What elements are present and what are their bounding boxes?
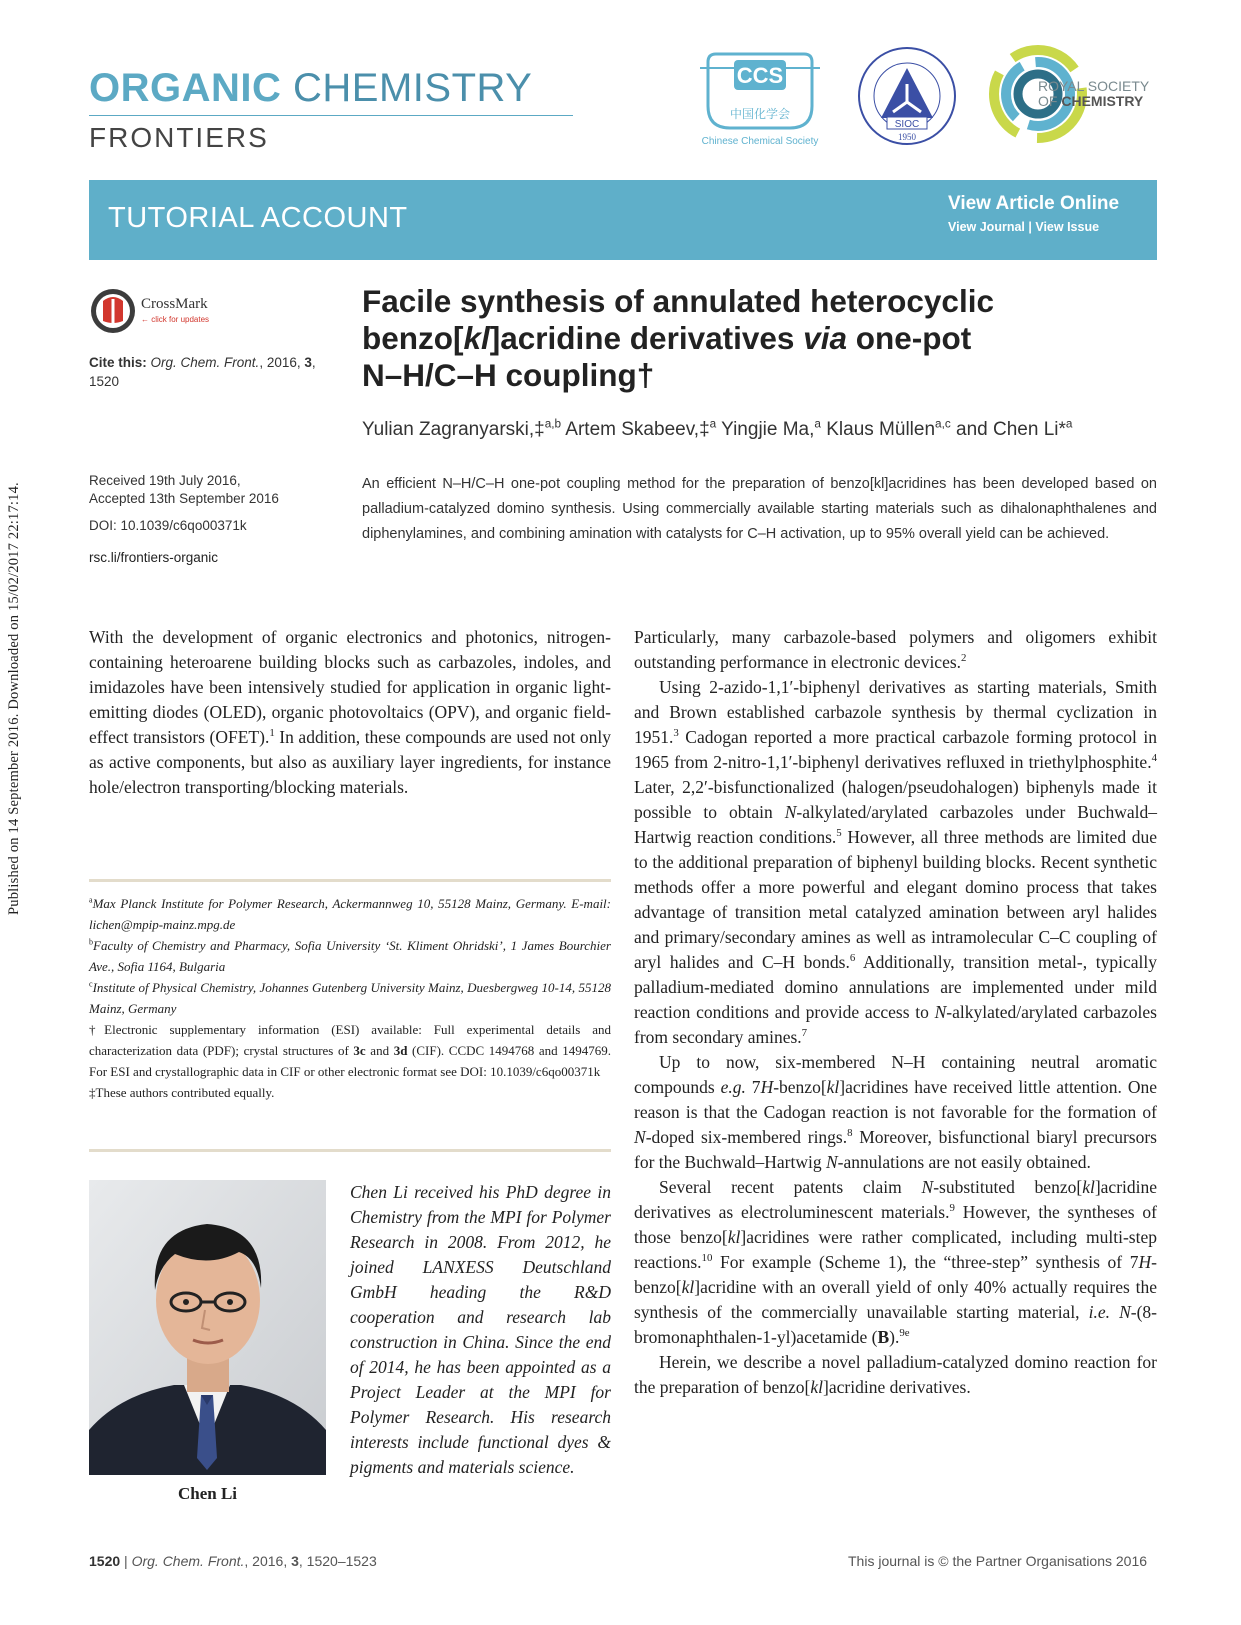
p2-text-e: However, all three methods are limited due to the additional preparation of biphenyl building blocks. Recent synthetic methods offer a more powerful and elegant domino process that takes advantage of transition metal catalyzed amination between aryl halides and primary/secondary amines as well as intramolecular C–C coupling of aryl halides and C–H bonds. (634, 827, 1157, 972)
esi-compound-3c: 3c (353, 1043, 366, 1058)
footnote-esi (89, 1019, 611, 1082)
view-article-online-link[interactable]: View Article Online (948, 193, 1120, 214)
footnote-divider (89, 879, 611, 882)
p2-text-b: Cadogan reported a more practical carbazole forming protocol in 1965 from 2-nitro-1,1′-biphenyl derivatives refluxed in triethylphosphite. (634, 727, 1157, 772)
p4-italic-kl: kl (1082, 1177, 1095, 1197)
p4-text-k: -(8-bromonaphthalen-1-yl)acetamide ( (634, 1302, 1157, 1347)
received-date: Received 19th July 2016, (89, 473, 241, 488)
p2-italic-n2: N (934, 1002, 947, 1022)
p2-text-g: -alkylated/arylated carbazoles from secondary amines. (634, 1002, 1157, 1047)
footnote-equal: ‡These authors contributed equally. (89, 1085, 275, 1100)
footer-year: , 2016, (244, 1553, 292, 1569)
p4-italic-kl3: kl (681, 1277, 695, 1297)
p4-text-i: ]acridine with an overall yield of only 40% actually requires the synthesis of the commercially unavailable starting material, (634, 1277, 1157, 1322)
p5-text-b: ]acridine derivatives. (823, 1377, 971, 1397)
ref-6: 6 (849, 952, 856, 965)
ref-9: 9 (949, 1202, 955, 1215)
p3-italic-n2: N (825, 1152, 838, 1172)
p5-italic-kl: kl (810, 1377, 824, 1397)
paragraph-six-membered (634, 1050, 1157, 1175)
journal-name-organic: ORGANIC (89, 66, 282, 110)
author-2: Artem Skabeev,‡ (561, 419, 710, 440)
author-list (362, 419, 1162, 441)
title-line-1: Facile synthesis of annulated heterocyclic (362, 283, 994, 319)
intro-paragraph (89, 625, 611, 800)
p4-italic-n: N (921, 1177, 934, 1197)
view-journal-link[interactable]: View Journal (948, 220, 1025, 234)
author-4: Klaus Müllen (820, 419, 936, 440)
author-photo (89, 1180, 326, 1475)
abstract: An efficient N–H/C–H one-pot coupling method for the preparation of benzo[kl]acridines has been developed based on palladium-catalyzed domino synthesis. Using commercially available starting materials such as dihalonaphthalenes and diphenylamines, and combining amination with catalysts for C–H activation, up to 95% overall yield can be achieved. (362, 476, 1157, 542)
ref-9e: 9e (899, 1327, 910, 1340)
crossmark-icon (89, 287, 141, 339)
paragraph-herein (634, 1350, 1157, 1400)
title-seg-kl: kl (463, 320, 490, 356)
author-portrait-icon (89, 1180, 326, 1475)
author-1: Yulian Zagranyarski,‡ (362, 419, 545, 440)
ref-5: 5 (836, 827, 842, 840)
p4-text-b: -substituted benzo[ (933, 1177, 1083, 1197)
page-footer-right: This journal is © the Partner Organisations 2016 (848, 1553, 1148, 1569)
intro-text-b: In addition, these compounds are used not only as active components, but also as auxiliary layer ingredients, for instance hole/electron transporting/blocking materials. (89, 727, 611, 797)
title-seg-via: via (803, 320, 847, 356)
p2-text-d: -alkylated/arylated carbazoles under Buchwald–Hartwig reaction conditions. (634, 802, 1158, 847)
footer-journal: Org. Chem. Front. (131, 1553, 245, 1569)
p2-text-c: Later, 2,2′-bisfunctionalized (halogen/pseudohalogen) biphenyls made it possible to obtain (634, 777, 1157, 822)
article-title (362, 283, 1142, 394)
title-seg-a: benzo[ (362, 320, 464, 356)
crossmark-sub-text: click for updates (151, 315, 210, 324)
p3-text-d: ]acridines have received little attention. One reason is that the Cadogan reaction is not favorable for the formation of (634, 1077, 1157, 1122)
p3-text-c: -benzo[ (773, 1077, 827, 1097)
received-dates (89, 472, 349, 508)
p4-italic-kl2: kl (727, 1227, 741, 1247)
journal-name-chemistry: CHEMISTRY (293, 66, 533, 110)
body-column-left (89, 625, 611, 800)
p4-space (1110, 1302, 1119, 1322)
author-5: and Chen Li* (950, 419, 1066, 440)
paragraph-carbazole-performance (634, 625, 1157, 675)
footer-pages: , 1520–1523 (298, 1553, 377, 1569)
ref-8: 8 (847, 1127, 853, 1140)
p3-text-e: -doped six-membered rings. (645, 1127, 848, 1147)
cite-page: , 1520 (89, 355, 316, 389)
p3-text-f: Moreover, bisfunctional biaryl precursors for the Buchwald–Hartwig (634, 1127, 1157, 1172)
p4-italic-h: H (1138, 1252, 1152, 1272)
svg-text:CCS: CCS (736, 63, 784, 88)
cite-prefix: Cite this: (89, 355, 147, 370)
sioc-logo (855, 44, 959, 152)
rsc-logo-of: OF (1038, 93, 1062, 109)
view-issue-link[interactable]: View Issue (1035, 220, 1100, 234)
cite-year: , 2016, (259, 355, 305, 370)
sioc-logo-label: SIOC (894, 119, 920, 130)
publication-date-note: Published on 14 September 2016. Downloaded on 15/02/2017 22:17:14. (6, 482, 22, 915)
ccs-logo-icon (690, 46, 830, 154)
rsc-logo-icon (988, 42, 1158, 152)
ccs-logo-cn: 中国化学会 (729, 107, 791, 121)
footnote-a-mark: a (89, 895, 93, 905)
p3-italic-kl: kl (826, 1077, 840, 1097)
intro-text-a: With the development of organic electronics and photonics, nitrogen-containing heteroarene building blocks such as carbazoles, indoles, and imidazoles have been intensively studied for application in organic light-emitting diodes (OLED), organic photovoltaics (OPV), and organic field-effect transistors (OFET). (89, 627, 611, 747)
author-biography: Chen Li received his PhD degree in Chemistry from the MPI for Polymer Research in 2008. From 2012, he joined LANXESS Deutschland GmbH heading the R&D cooperation and research lab construction in China. Since the end of 2014, he has been appointed as a Project Leader at the MPI for Polymer Research. His research interests include functional dyes & pigments and materials science. (350, 1182, 611, 1477)
p2-italic-n1: N (784, 802, 797, 822)
rsc-logo-line1: ROYAL SOCIETY (1038, 78, 1150, 94)
footer-separator: | (120, 1553, 132, 1569)
bio-divider (89, 1149, 611, 1152)
p4-text-f: For example (Scheme 1), the “three-step” synthesis of 7 (712, 1252, 1139, 1272)
author-2-aff: a (709, 417, 717, 431)
esi-text-a: †Electronic supplementary information (ESI) available: Full experimental details and characterization data (PDF); crystal structures of (89, 1022, 611, 1058)
p3-italic-n: N (634, 1127, 646, 1147)
cite-journal: Org. Chem. Front. (150, 355, 260, 370)
p4-text-l: ). (889, 1327, 900, 1347)
paragraph-carbazole-synthesis (634, 675, 1157, 1050)
ccs-logo-en: Chinese Chemical Society (701, 136, 819, 147)
esi-compound-3d: 3d (393, 1043, 408, 1058)
p4-compound-b: B (877, 1327, 890, 1347)
ref-2: 2 (961, 652, 967, 665)
p5-text-a: Herein, we describe a novel palladium-catalyzed domino reaction for the preparation of benzo[ (634, 1352, 1157, 1397)
journal-subname: FRONTIERS (89, 122, 269, 153)
p3-text-a: Up to now, six-membered N–H containing neutral aromatic compounds (634, 1052, 1157, 1097)
journal-link[interactable]: rsc.li/frontiers-organic (89, 550, 219, 565)
body-column-right (634, 625, 1157, 1400)
p4-text-a: Several recent patents claim (659, 1177, 922, 1197)
footnote-a (89, 893, 611, 935)
author-3: Yingjie Ma, (716, 419, 815, 440)
p2-text-f: Additionally, transition metal-, typically palladium-mediated domino annulations are implemented under mild reaction conditions and provide access to (634, 952, 1157, 1022)
author-4-aff: a,c (935, 417, 951, 431)
p2-text-a: Using 2-azido-1,1′-biphenyl derivatives as starting materials, Smith and Brown established carbazole synthesis by thermal cyclization in 1951. (634, 677, 1157, 747)
footnote-c-mark: c (89, 979, 93, 989)
accepted-date: Accepted 13th September 2016 (89, 491, 279, 506)
title-seg-c: ]acridine derivatives (489, 320, 804, 356)
sioc-logo-icon (855, 44, 959, 152)
p4-ie: i.e. (1088, 1302, 1111, 1322)
doi: DOI: 10.1039/c6qo00371k (89, 518, 247, 533)
ref-1: 1 (269, 727, 275, 740)
p1-text: Particularly, many carbazole-based polymers and oligomers exhibit outstanding performance in electronic devices. (634, 627, 1157, 672)
footnote-b-text: Faculty of Chemistry and Pharmacy, Sofia University ‘St. Kliment Ohridski’, 1 James Bourchier Ave., Sofia 1164, Bulgaria (89, 938, 611, 974)
p4-text-c: ]acridine derivatives as electroluminescent materials. (634, 1177, 1158, 1222)
journal-rule (89, 115, 573, 116)
ccs-logo (690, 46, 830, 154)
p3-text-b: 7 (745, 1077, 761, 1097)
footer-volume: 3 (291, 1553, 299, 1569)
footnote-c-text: Institute of Physical Chemistry, Johannes Gutenberg University Mainz, Duesbergweg 10-14, 55128 Mainz, Germany (89, 980, 611, 1016)
esi-text-b: (CIF). CCDC 1494768 and 1494769. For ESI and crystallographic data in CIF or other electronic format see DOI: 10.1039/c6qo00371k (89, 1043, 611, 1079)
ref-3: 3 (673, 727, 679, 740)
footnote-c (89, 977, 611, 1019)
author-3-aff: a (814, 417, 821, 431)
crossmark-label: CrossMark (141, 296, 208, 312)
p3-italic-h: H (760, 1077, 774, 1097)
author-1-aff: a,b (544, 417, 562, 431)
footnote-a-text: Max Planck Institute for Polymer Research, Ackermannweg 10, 55128 Mainz, Germany. E-mail: lichen@mpip-mainz.mpg.de (89, 896, 611, 932)
p4-text-g: -benzo[ (634, 1252, 1157, 1297)
p4-text-d: However, the syntheses of those benzo[ (634, 1202, 1157, 1247)
title-seg-e: one-pot (846, 320, 972, 356)
article-type-label: TUTORIAL ACCOUNT (108, 202, 408, 234)
cite-volume: 3 (304, 355, 312, 370)
footnote-b-mark: b (89, 937, 94, 947)
view-links: View Journal | View Issue (948, 220, 1100, 234)
author-photo-caption: Chen Li (177, 1484, 238, 1503)
esi-and: and (365, 1043, 394, 1058)
rsc-logo (988, 42, 1158, 152)
author-5-aff: a (1065, 417, 1073, 431)
p3-text-g: -annulations are not easily obtained. (837, 1152, 1091, 1172)
journal-name (89, 66, 532, 111)
p3-eg: e.g. (720, 1077, 746, 1097)
sioc-logo-year: 1950 (898, 132, 916, 142)
cite-this (89, 353, 349, 391)
footnote-b (89, 935, 611, 977)
page-number: 1520 (89, 1553, 121, 1569)
affiliation-footnotes (89, 893, 611, 1103)
p4-text-e: ]acridines were rather complicated, including multi-step reactions. (634, 1227, 1157, 1272)
ref-10: 10 (701, 1252, 713, 1265)
title-line-3: N–H/C–H coupling† (362, 357, 655, 393)
page-footer-left (89, 1553, 377, 1569)
ref-7: 7 (801, 1027, 808, 1040)
svg-text:OF CHEMISTRY (1038, 93, 1144, 109)
rsc-logo-line2: CHEMISTRY (1061, 93, 1144, 109)
crossmark-sub: ← click for updates (141, 315, 210, 324)
p4-italic-n2: N (1119, 1302, 1131, 1322)
ref-4: 4 (1151, 752, 1157, 765)
paragraph-patents (634, 1175, 1157, 1350)
